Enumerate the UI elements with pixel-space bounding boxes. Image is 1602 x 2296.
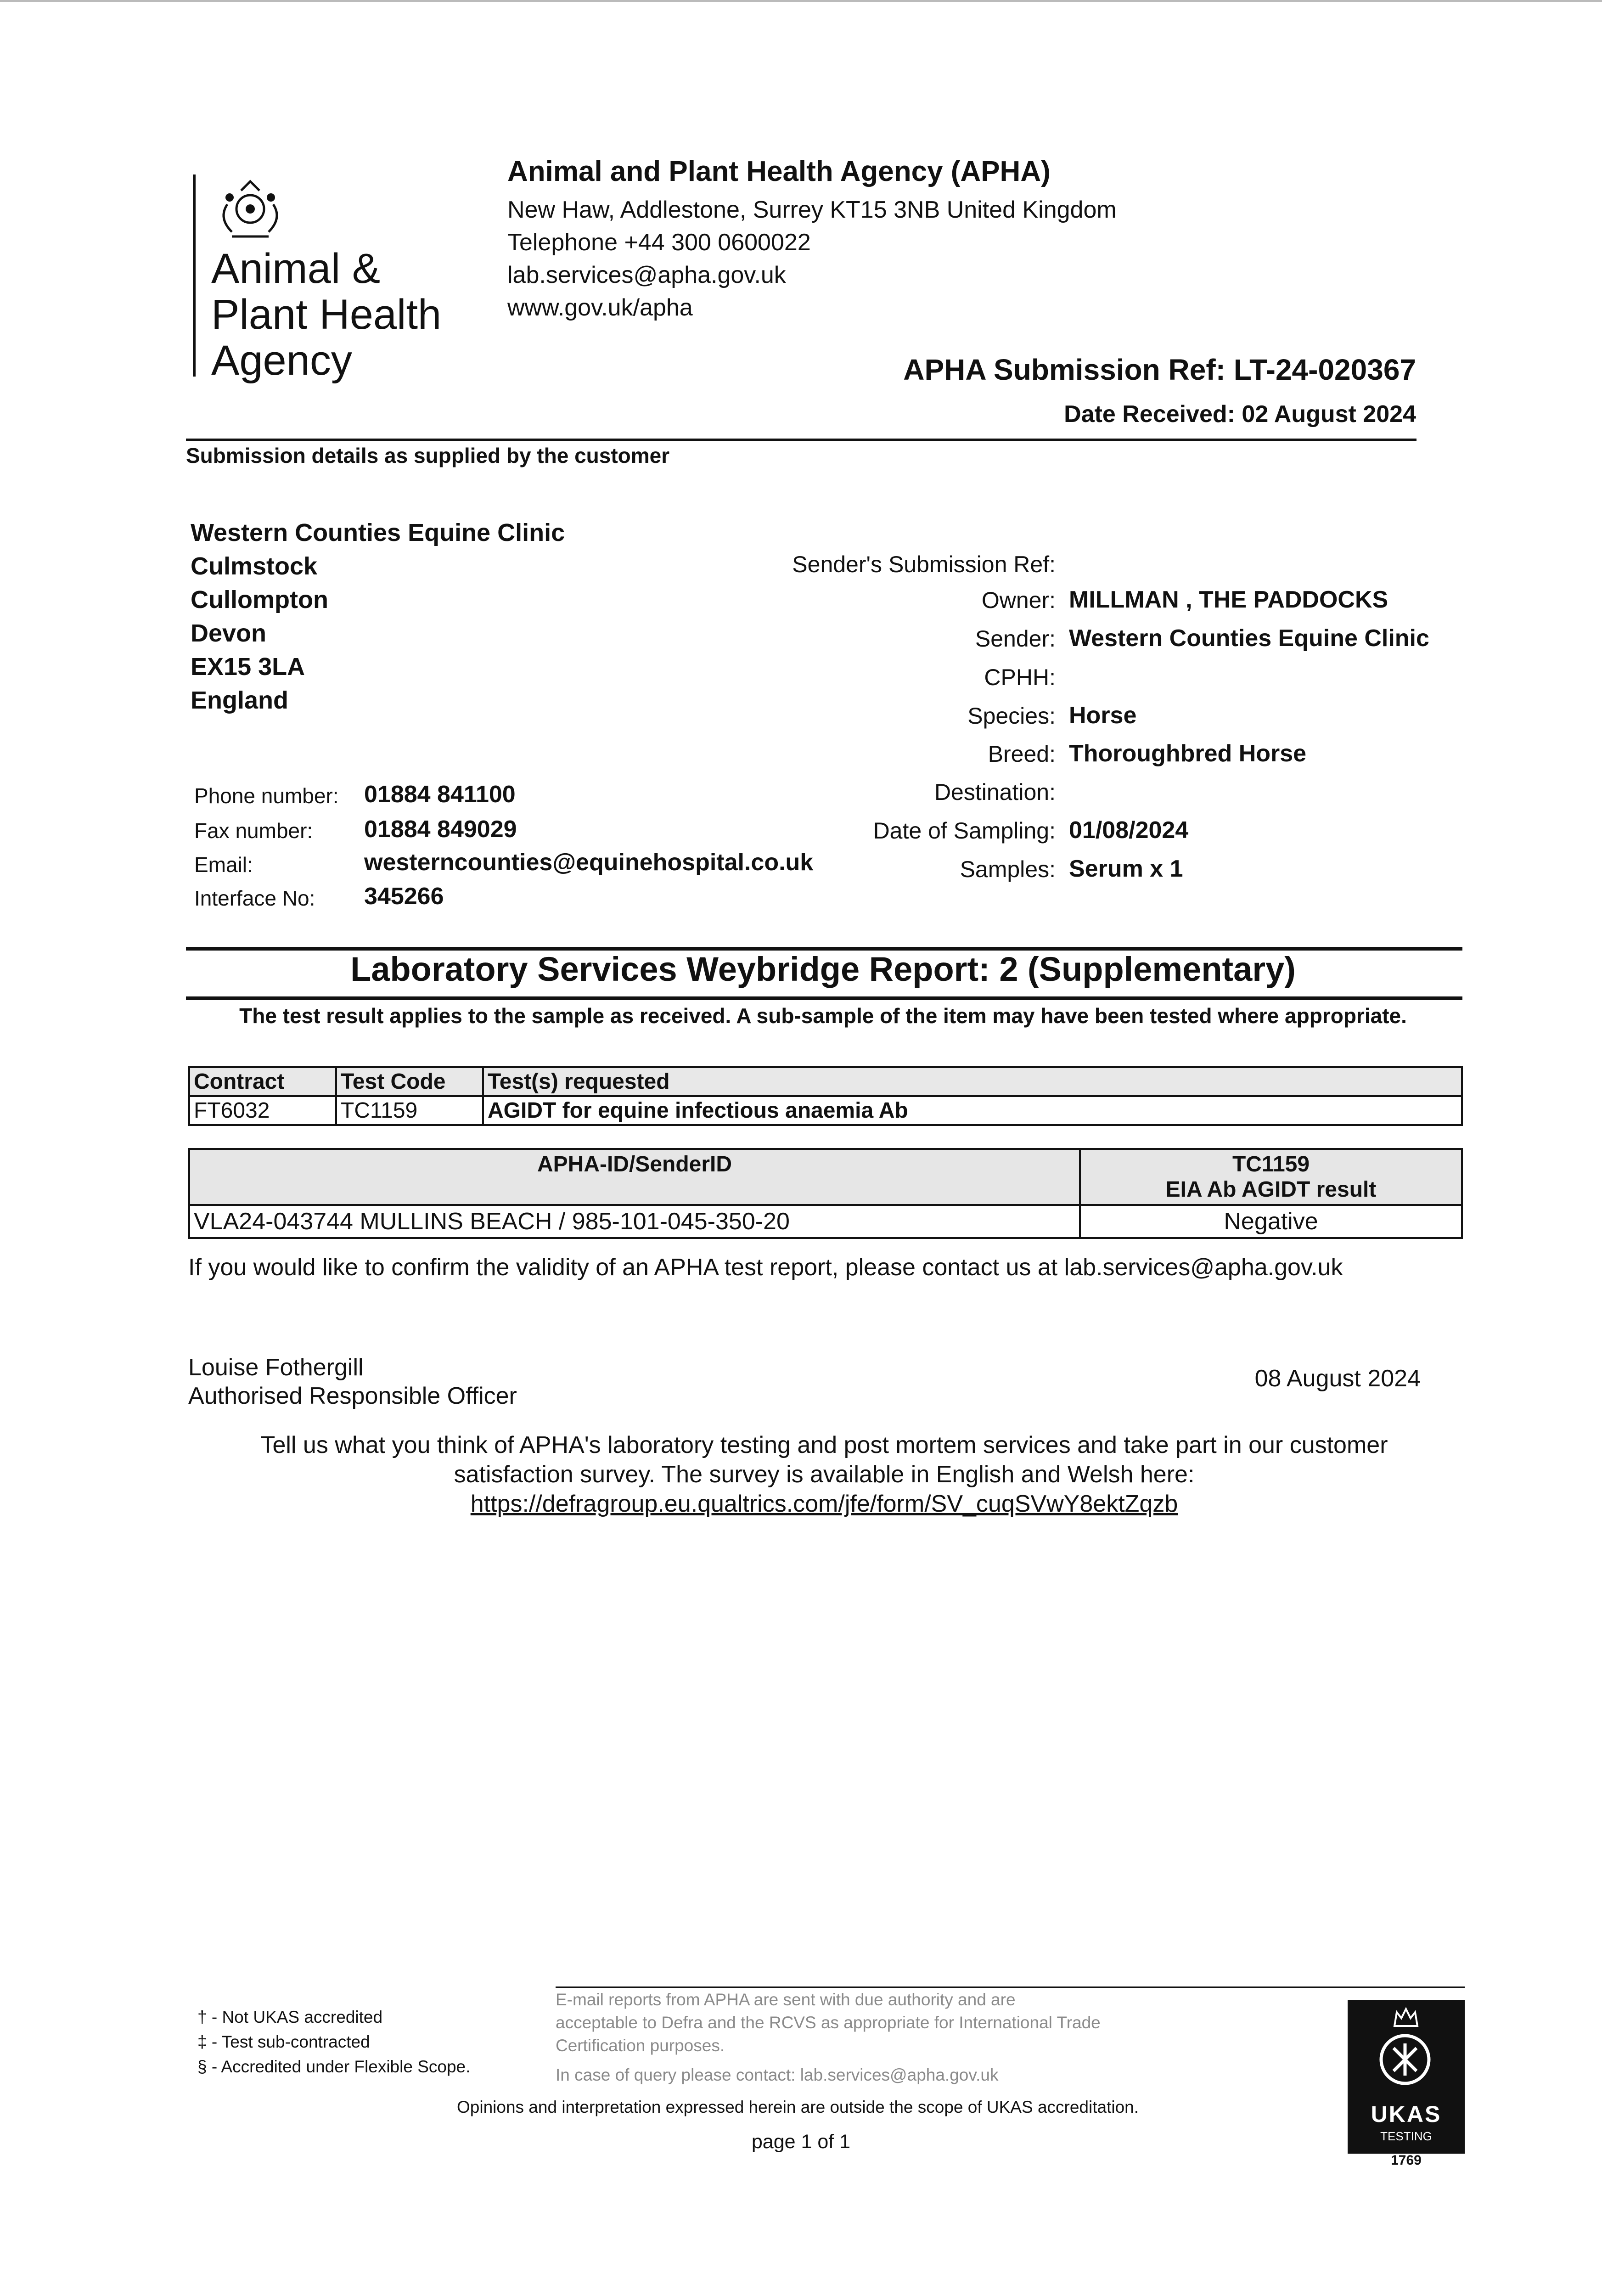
tests-requested-header: Test(s) requested [483, 1067, 1462, 1096]
submission-caption: Submission details as supplied by the customer [186, 444, 670, 467]
footer-email-note: Certification purposes. [556, 2036, 725, 2055]
test-code-cell: TC1159 [336, 1096, 483, 1125]
sender-label: Sender: [975, 626, 1056, 652]
customer-country: England [191, 687, 288, 714]
email-value: westerncounties@equinehospital.co.uk [364, 849, 814, 876]
header-rule [186, 439, 1417, 441]
agency-website: www.gov.uk/apha [507, 294, 693, 321]
sender-value: Western Counties Equine Clinic [1069, 625, 1429, 652]
ukas-number: 1769 [1391, 2153, 1422, 2168]
scan-top-edge [0, 0, 1602, 2]
result-header [1080, 1149, 1462, 1205]
ukas-badge [1348, 2000, 1465, 2154]
table-row [189, 1096, 1462, 1125]
contract-cell: FT6032 [189, 1096, 336, 1125]
logo-line: Agency [211, 337, 352, 384]
customer-name: Western Counties Equine Clinic [191, 519, 565, 546]
test-requested-cell: AGIDT for equine infectious anaemia Ab [483, 1096, 1462, 1125]
test-code-header: Test Code [336, 1067, 483, 1096]
validity-note: If you would like to confirm the validity of an APHA test report, please contact us at lab.services@apha.gov.uk [188, 1254, 1343, 1281]
phone-value: 01884 841100 [364, 781, 516, 808]
contract-header: Contract [189, 1067, 336, 1096]
result-header-name: EIA Ab AGIDT result [1165, 1177, 1377, 1202]
ukas-testing: TESTING [1380, 2129, 1432, 2143]
page-number: page 1 of 1 [751, 2131, 851, 2153]
destination-label: Destination: [934, 779, 1056, 805]
apha-id-cell: VLA24-043744 MULLINS BEACH / 985-101-045-350-20 [189, 1205, 1080, 1238]
signature-date: 08 August 2024 [1254, 1365, 1421, 1392]
species-label: Species: [967, 703, 1056, 729]
sample-note: The test result applies to the sample as received. A sub-sample of the item may have been tested where appropriate. [239, 1004, 1407, 1028]
logo-rule [193, 174, 196, 377]
sender-ref-label: Sender's Submission Ref: [792, 551, 1056, 577]
survey-link[interactable]: https://defragroup.eu.qualtrics.com/jfe/form/SV_cuqSVwY8ektZqzb [470, 1491, 1178, 1517]
signer-role: Authorised Responsible Officer [188, 1383, 517, 1409]
logo-line: Plant Health [211, 291, 442, 338]
customer-address-line: Cullompton [191, 586, 328, 613]
fax-value: 01884 849029 [364, 816, 517, 843]
ukas-tick-icon [1377, 2032, 1433, 2087]
agency-email: lab.services@apha.gov.uk [507, 262, 786, 288]
footer-query-note: In case of query please contact: lab.services@apha.gov.uk [556, 2065, 999, 2084]
agency-title: Animal and Plant Health Agency (APHA) [507, 156, 1051, 187]
interface-label: Interface No: [194, 886, 315, 910]
customer-address-line: Culmstock [191, 552, 318, 580]
customer-postcode: EX15 3LA [191, 653, 305, 681]
breed-label: Breed: [988, 741, 1056, 767]
submission-ref: APHA Submission Ref: LT-24-020367 [903, 353, 1416, 386]
owner-label: Owner: [981, 587, 1056, 613]
agency-address: New Haw, Addlestone, Surrey KT15 3NB United Kingdom [507, 197, 1117, 223]
footer-email-note: acceptable to Defra and the RCVS as appropriate for International Trade [556, 2013, 1101, 2032]
cphh-label: CPHH: [984, 664, 1056, 690]
result-header-code: TC1159 [1232, 1152, 1310, 1176]
survey-text [186, 1430, 1462, 1519]
signer-name: Louise Fothergill [188, 1354, 364, 1381]
footer-key: ‡ - Test sub-contracted [197, 2032, 370, 2051]
table-row [189, 1205, 1462, 1238]
footer-key: § - Accredited under Flexible Scope. [197, 2057, 471, 2076]
tests-table-header [189, 1067, 1462, 1096]
tests-table [188, 1066, 1463, 1126]
samples-value: Serum x 1 [1069, 855, 1183, 882]
sampling-date-value: 01/08/2024 [1069, 817, 1189, 844]
fax-label: Fax number: [194, 819, 313, 843]
sampling-date-label: Date of Sampling: [873, 818, 1056, 844]
date-received: Date Received: 02 August 2024 [1064, 401, 1416, 428]
owner-value: MILLMAN , THE PADDOCKS [1069, 586, 1388, 613]
interface-value: 345266 [364, 883, 444, 910]
footer-rule [556, 1986, 1465, 1988]
results-table [188, 1148, 1463, 1239]
species-value: Horse [1069, 702, 1137, 729]
footer-key: † - Not UKAS accredited [197, 2008, 383, 2026]
survey-line: satisfaction survey. The survey is available in English and Welsh here: [454, 1461, 1195, 1488]
result-cell: Negative [1080, 1205, 1462, 1238]
results-table-header [189, 1149, 1462, 1205]
survey-line: Tell us what you think of APHA's laboratory testing and post mortem services and take part in our customer [260, 1432, 1388, 1458]
report-title: Laboratory Services Weybridge Report: 2 (Supplementary) [350, 950, 1296, 988]
report-rule-bottom [186, 996, 1462, 1000]
footer-email-note: E-mail reports from APHA are sent with due authority and are [556, 1990, 1016, 2009]
ukas-scope-note: Opinions and interpretation expressed herein are outside the scope of UKAS accreditation. [457, 2098, 1139, 2116]
crown-icon [1392, 2005, 1420, 2028]
agency-telephone: Telephone +44 300 0600022 [507, 229, 811, 256]
ukas-name: UKAS [1371, 2101, 1442, 2127]
apha-id-header: APHA-ID/SenderID [189, 1149, 1080, 1205]
royal-crest-icon [209, 177, 292, 246]
breed-value: Thoroughbred Horse [1069, 740, 1307, 767]
customer-address-line: Devon [191, 619, 267, 647]
email-label: Email: [194, 853, 253, 877]
logo-line: Animal & [211, 245, 381, 292]
phone-label: Phone number: [194, 784, 339, 808]
samples-label: Samples: [960, 856, 1056, 882]
